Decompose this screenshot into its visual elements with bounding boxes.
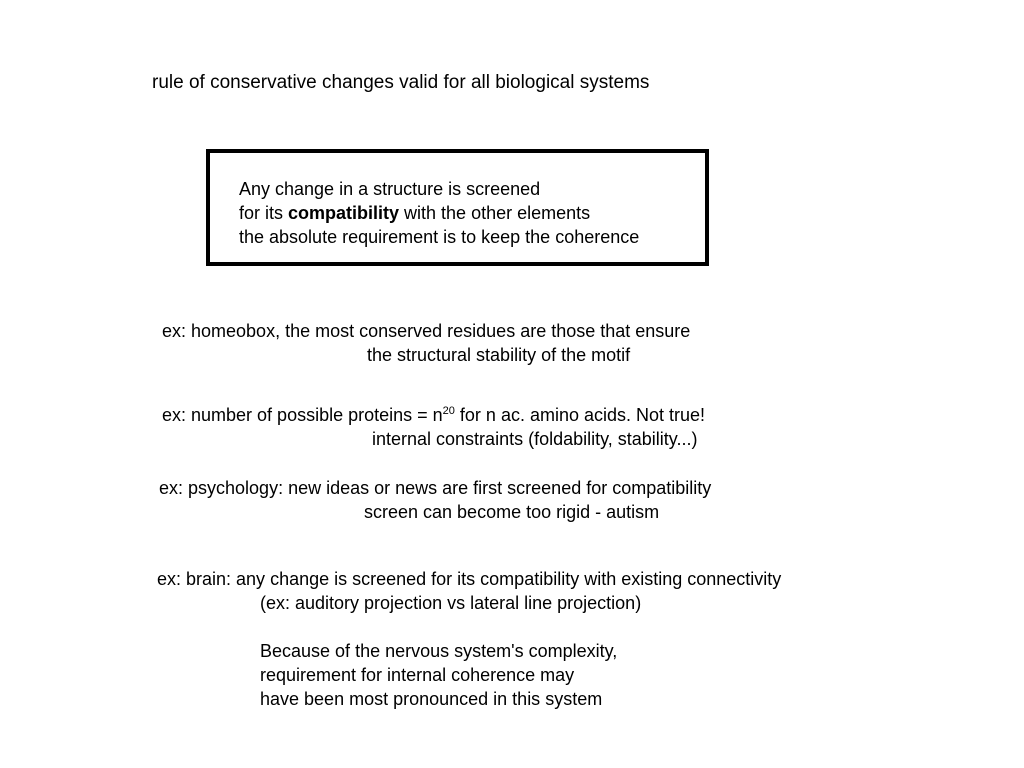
slide-title: rule of conservative changes valid for all biological systems — [152, 72, 650, 93]
example-psychology-line-1: ex: psychology: new ideas or news are first screened for compatibility — [159, 478, 712, 498]
rule-line-2-prefix: for its — [239, 203, 289, 223]
example-proteins-suffix: for n ac. amino acids. Not true! — [454, 405, 706, 425]
example-homeobox-line-2: the structural stability of the motif — [367, 345, 631, 365]
rule-keyword-compatibility: compatibility — [288, 203, 400, 223]
example-brain-line-1: ex: brain: any change is screened for its compatibility with existing connectivity — [157, 569, 782, 589]
rule-line-3: the absolute requirement is to keep the coherence — [239, 227, 640, 247]
example-brain-line-4: requirement for internal coherence may — [260, 665, 575, 685]
rule-box — [206, 149, 709, 266]
example-proteins-line-1 — [162, 403, 705, 427]
example-proteins-prefix: ex: number of possible proteins = n — [162, 405, 443, 425]
rule-line-2-suffix: with the other elements — [399, 203, 591, 223]
example-brain-line-5: have been most pronounced in this system — [260, 689, 603, 709]
example-brain-line-2: (ex: auditory projection vs lateral line projection) — [260, 593, 642, 613]
example-proteins-line-2: internal constraints (foldability, stability...) — [372, 429, 698, 449]
example-proteins-exponent: 20 — [442, 405, 455, 417]
rule-line-1: Any change in a structure is screened — [239, 179, 541, 199]
example-brain-line-3: Because of the nervous system's complexity, — [260, 641, 618, 661]
example-homeobox-line-1: ex: homeobox, the most conserved residues are those that ensure — [162, 321, 691, 341]
example-psychology-line-2: screen can become too rigid - autism — [364, 502, 660, 522]
rule-line-2 — [239, 201, 590, 225]
